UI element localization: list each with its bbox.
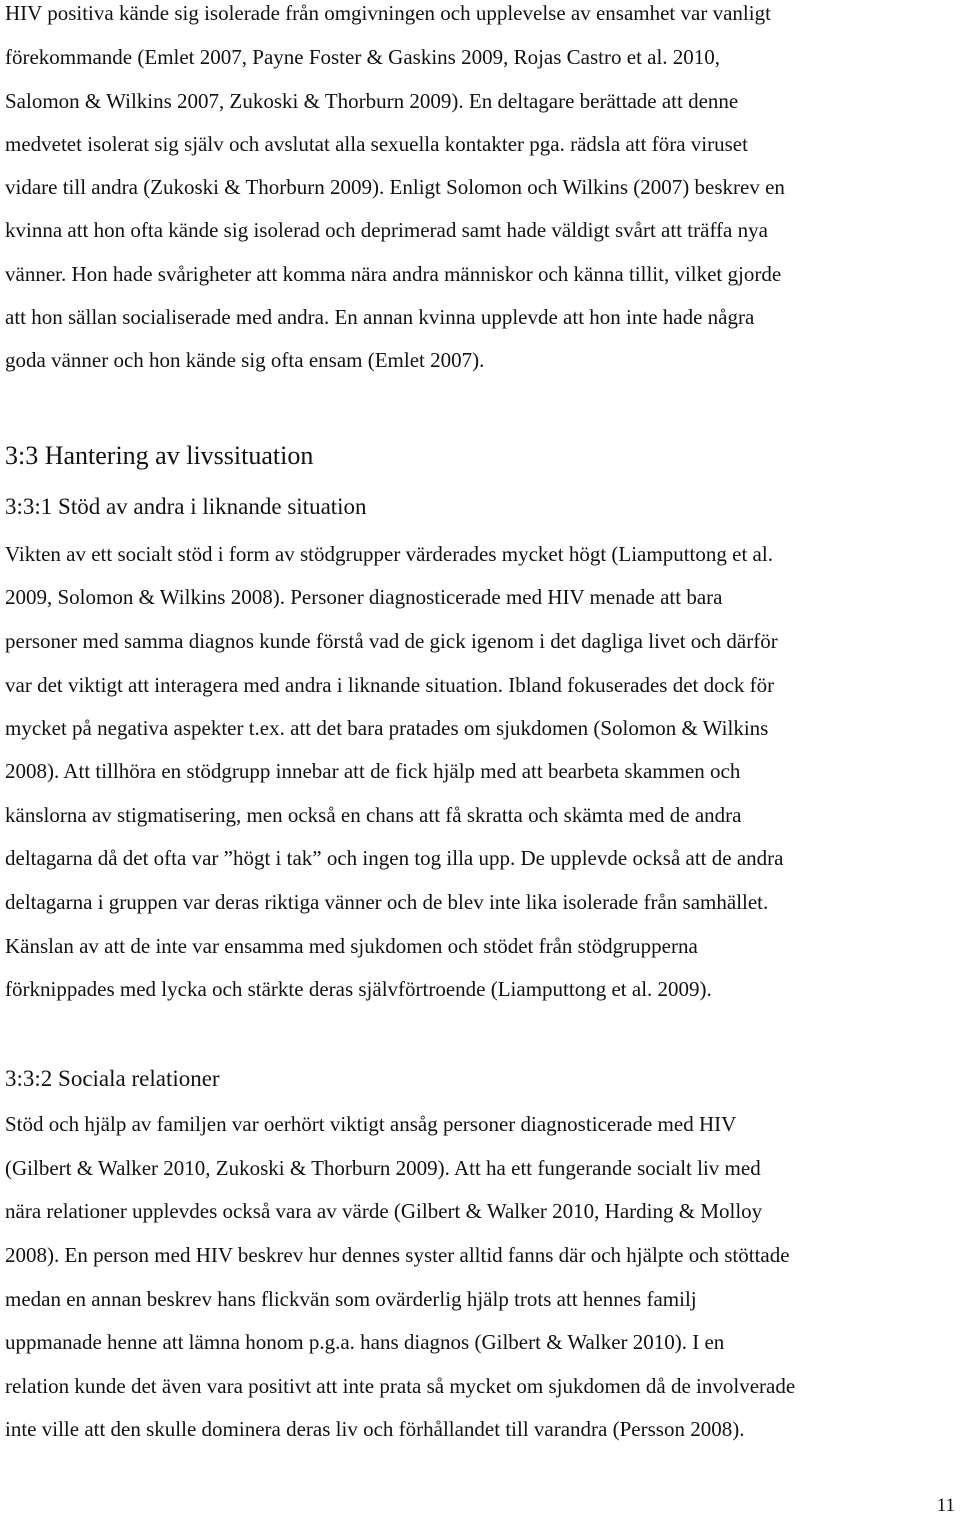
paragraph-line: kvinna att hon ofta kände sig isolerad och deprimerad samt hade väldigt svårt att träffa nya <box>5 218 768 242</box>
subsection-heading: 3:3:1 Stöd av andra i liknande situation <box>5 494 367 519</box>
paragraph-line: medan en annan beskrev hans flickvän som ovärderlig hjälp trots att hennes familj <box>5 1287 697 1311</box>
paragraph-line: Känslan av att de inte var ensamma med sjukdomen och stödet från stödgrupperna <box>5 934 698 958</box>
subsection-heading: 3:3:2 Sociala relationer <box>5 1066 220 1091</box>
paragraph-line: mycket på negativa aspekter t.ex. att det bara pratades om sjukdomen (Solomon & Wilkins <box>5 716 769 740</box>
paragraph-line: känslorna av stigmatisering, men också en chans att få skratta och skämta med de andra <box>5 803 742 827</box>
paragraph-line: medvetet isolerat sig själv och avslutat alla sexuella kontakter pga. rädsla att föra viruset <box>5 132 748 156</box>
paragraph-line: 2008). En person med HIV beskrev hur dennes syster alltid fanns där och hjälpte och stöttade <box>5 1243 790 1267</box>
paragraph-line: uppmanade henne att lämna honom p.g.a. hans diagnos (Gilbert & Walker 2010). I en <box>5 1330 725 1354</box>
paragraph-line: deltagarna då det ofta var ”högt i tak” och ingen tog illa upp. De upplevde också att de andra <box>5 846 784 870</box>
paragraph-line: nära relationer upplevdes också vara av värde (Gilbert & Walker 2010, Harding & Molloy <box>5 1199 763 1223</box>
paragraph-line: personer med samma diagnos kunde förstå vad de gick igenom i det dagliga livet och därför <box>5 629 778 653</box>
paragraph-line: inte ville att den skulle dominera deras liv och förhållandet till varandra (Persson 2008). <box>5 1417 745 1441</box>
paragraph-line: förknippades med lycka och stärkte deras självförtroende (Liamputtong et al. 2009). <box>5 977 712 1001</box>
paragraph-line: Vikten av ett socialt stöd i form av stödgrupper värderades mycket högt (Liamputtong et al. <box>5 542 773 566</box>
paragraph-line: Salomon & Wilkins 2007, Zukoski & Thorburn 2009). En deltagare berättade att denne <box>5 89 739 113</box>
paragraph-line: vidare till andra (Zukoski & Thorburn 2009). Enligt Solomon och Wilkins (2007) beskrev en <box>5 175 785 199</box>
section-heading: 3:3 Hantering av livssituation <box>5 441 314 470</box>
paragraph-line: goda vänner och hon kände sig ofta ensam (Emlet 2007). <box>5 348 485 372</box>
paragraph-line: 2009, Solomon & Wilkins 2008). Personer diagnosticerade med HIV menade att bara <box>5 585 723 609</box>
paragraph-line: Stöd och hjälp av familjen var oerhört viktigt ansåg personer diagnosticerade med HIV <box>5 1112 737 1136</box>
paragraph-line: förekommande (Emlet 2007, Payne Foster & Gaskins 2009, Rojas Castro et al. 2010, <box>5 45 721 69</box>
paragraph-line: 2008). Att tillhöra en stödgrupp innebar att de fick hjälp med att bearbeta skammen och <box>5 759 741 783</box>
paragraph-line: relation kunde det även vara positivt att inte prata så mycket om sjukdomen då de involverade <box>5 1374 796 1398</box>
paragraph-line: att hon sällan socialiserade med andra. En annan kvinna upplevde att hon inte hade några <box>5 305 755 329</box>
paragraph-line: (Gilbert & Walker 2010, Zukoski & Thorburn 2009). Att ha ett fungerande socialt liv med <box>5 1156 761 1180</box>
paragraph-line: HIV positiva kände sig isolerade från omgivningen och upplevelse av ensamhet var vanligt <box>5 1 771 25</box>
paragraph-line: deltagarna i gruppen var deras riktiga vänner och de blev inte lika isolerade från samhället. <box>5 890 769 914</box>
page-number: 11 <box>936 1495 955 1516</box>
paragraph-line: var det viktigt att interagera med andra i liknande situation. Ibland fokuserades det dock för <box>5 673 775 697</box>
paragraph-line: vänner. Hon hade svårigheter att komma nära andra människor och känna tillit, vilket gjorde <box>5 262 782 286</box>
